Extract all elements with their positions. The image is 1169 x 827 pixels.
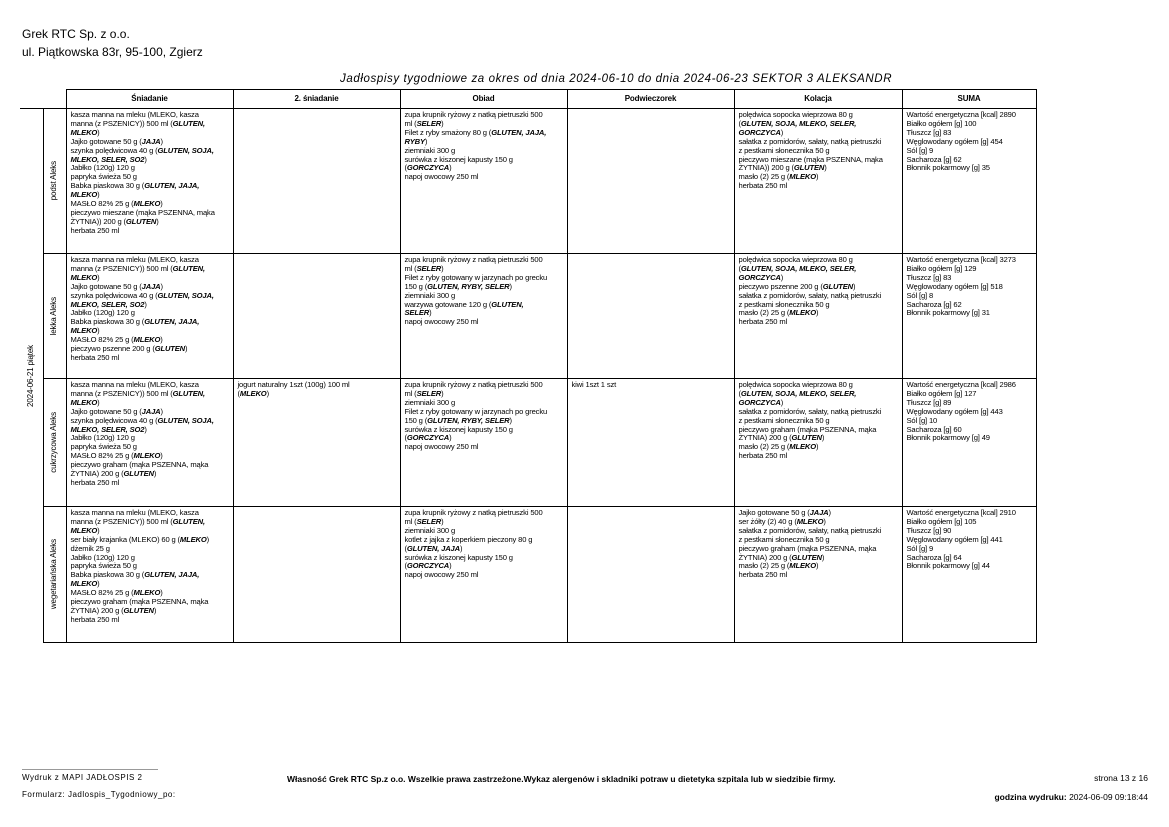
menu-line: ml (SELER) [404, 516, 444, 526]
nutrition-line: Błonnik pokarmowy [g] 35 [906, 163, 990, 173]
menu-line: (MLEKO) [237, 388, 269, 398]
company-name: Grek RTC Sp. z o.o. [22, 27, 130, 41]
print-time [994, 792, 1148, 802]
nutrition-line: Błonnik pokarmowy [g] 49 [906, 433, 990, 443]
menu-line: Jabłko (120g) 120 g [70, 552, 135, 562]
footer-form: Formularz: Jadlospis_Tygodniowy_po: [22, 790, 176, 799]
menu-line: szynka polędwicowa 40 g (GLUTEN, SOJA, [70, 145, 214, 155]
menu-line: herbata 250 ml [70, 225, 120, 235]
meal-cell-drugie-sniadanie [233, 254, 400, 379]
menu-line: manna (z PSZENICY)) 500 ml (GLUTEN, [70, 516, 205, 526]
meal-cell-podwieczorek [567, 507, 734, 643]
menu-line: papryka świeża 50 g [70, 172, 137, 182]
menu-line: sałatka z pomidorów, sałaty, natką pietruszki [738, 525, 882, 535]
menu-line: Jajko gotowane 50 g (JAJA) [738, 508, 831, 517]
nutrition-line: Wartość energetyczna [kcal] 2986 [906, 380, 1016, 389]
menu-line: MLEKO, SELER, SO2) [70, 154, 147, 164]
menu-line: pieczywo mieszane (mąka PSZENNA, mąka [70, 207, 215, 217]
meal-cell-suma [902, 379, 1036, 507]
diet-cell [43, 109, 66, 254]
nutrition-line: Wartość energetyczna [kcal] 2890 [906, 110, 1016, 119]
menu-line: polędwica sopocka wieprzowa 80 g [738, 110, 853, 119]
menu-line: MLEKO) [70, 326, 100, 336]
menu-line: z pestkami słonecznika 50 g [738, 415, 830, 425]
menu-line: Babka piaskowa 30 g (GLUTEN, JAJA, [70, 181, 200, 191]
table-row [20, 109, 1036, 254]
menu-line: MLEKO) [70, 397, 100, 407]
meal-cell-obiad [400, 507, 567, 643]
table-header-row [20, 90, 1036, 109]
column-header-sniadanie: Śniadanie [66, 90, 233, 109]
menu-line: Filet z ryby gotowany w jarzynach po grecku [404, 406, 548, 416]
menu-line: napoj owocowy 250 ml [404, 317, 479, 327]
menu-line: Jajko gotowane 50 g (JAJA) [70, 406, 163, 416]
date-cell [20, 109, 43, 643]
menu-line: MASŁO 82% 25 g (MLEKO) [70, 588, 163, 598]
menu-line: MLEKO, SELER, SO2) [70, 424, 147, 434]
menu-line: GORCZYCA) [738, 127, 784, 137]
menu-line: Jabłko (120g) 120 g [70, 308, 135, 318]
table-row [20, 507, 1036, 643]
menu-line: (GORCZYCA) [404, 433, 452, 443]
nutrition-line: Tłuszcz [g] 89 [906, 397, 952, 407]
menu-line: zupa krupnik ryżowy z natką pietruszki 500 [404, 508, 543, 517]
menu-line: MLEKO) [70, 190, 100, 200]
footer-printout: Wydruk z MAPI JADŁOSPIS 2 [22, 773, 143, 782]
nutrition-line: Tłuszcz [g] 90 [906, 525, 952, 535]
footer-info [22, 769, 176, 803]
diet-cell [43, 254, 66, 379]
menu-line: surówka z kiszonej kapusty 150 g [404, 154, 513, 164]
menu-line: kasza manna na mleku (MLEKO, kasza [70, 508, 199, 517]
menu-line: ŻYTNIA) 200 g (GLUTEN) [738, 552, 825, 562]
menu-line: Babka piaskowa 30 g (GLUTEN, JAJA, [70, 317, 200, 327]
menu-line: (GORCZYCA) [404, 163, 452, 173]
meal-cell-podwieczorek [567, 109, 734, 254]
menu-line: 150 g (GLUTEN, RYBY, SELER) [404, 415, 512, 425]
menu-line: z pestkami słonecznika 50 g [738, 534, 830, 544]
menu-line: 150 g (GLUTEN, RYBY, SELER) [404, 281, 512, 291]
meal-cell-kolacja [734, 379, 902, 507]
menu-line: Jajko gotowane 50 g (JAJA) [70, 281, 163, 291]
menu-line: zupa krupnik ryżowy z natką pietruszki 500 [404, 380, 543, 389]
nutrition-line: Białko ogółem [g] 127 [906, 388, 977, 398]
meal-cell-sniadanie [66, 507, 233, 643]
nutrition-line: Węglowodany ogółem [g] 443 [906, 406, 1003, 416]
diet-label: wegetariańska Aleks [49, 539, 59, 610]
menu-line: napoj owocowy 250 ml [404, 442, 479, 452]
diet-label: podst Aleks [49, 161, 59, 201]
menu-line: GORCZYCA) [738, 272, 784, 282]
document-title: Jadłospisy tygodniowe za okres od dnia 2024-06-10 do dnia 2024-06-23 SEKTOR 3 ALEKSANDR [340, 73, 893, 85]
menu-line: Filet z ryby gotowany w jarzynach po grecku [404, 272, 548, 282]
company-address: ul. Piątkowska 83r, 95-100, Zgierz [22, 45, 203, 59]
menu-line: herbata 250 ml [738, 317, 788, 327]
menu-line: manna (z PSZENICY)) 500 ml (GLUTEN, [70, 388, 205, 398]
menu-line: sałatka z pomidorów, sałaty, natką pietruszki [738, 290, 882, 300]
menu-line: ml (SELER) [404, 118, 444, 128]
menu-line: napoj owocowy 250 ml [404, 570, 479, 580]
nutrition-line: Sól [g] 10 [906, 415, 938, 425]
menu-line: herbata 250 ml [738, 570, 788, 580]
menu-line: dżemik 25 g [70, 543, 110, 553]
menu-line: herbata 250 ml [738, 181, 788, 191]
footer-notice: Własność Grek RTC Sp.z o.o. Wszelkie prawa zastrzeżone.Wykaz alergenów i skladniki potraw u dietetyka szpitala lub w siedzibie firmy. [287, 774, 836, 784]
table-row [20, 254, 1036, 379]
menu-line: ziemniaki 300 g [404, 397, 456, 407]
menu-line: RYBY) [404, 136, 428, 146]
diet-label: lekka Aleks [49, 296, 59, 336]
menu-line: papryka świeża 50 g [70, 561, 137, 571]
menu-line: pieczywo mieszane (mąka PSZENNA, mąka [738, 154, 883, 164]
menu-line: MASŁO 82% 25 g (MLEKO) [70, 451, 163, 461]
menu-line: jogurt naturalny 1szt (100g) 100 ml [237, 380, 350, 389]
menu-line: zupa krupnik ryżowy z natką pietruszki 500 [404, 255, 543, 264]
menu-line: pieczywo graham (mąka PSZENNA, mąka [70, 460, 209, 470]
menu-line: kasza manna na mleku (MLEKO, kasza [70, 110, 199, 119]
meal-cell-kolacja [734, 109, 902, 254]
menu-line: ml (SELER) [404, 388, 444, 398]
nutrition-line: Sacharoza [g] 64 [906, 552, 962, 562]
menu-line: z pestkami słonecznika 50 g [738, 299, 830, 309]
menu-line: kiwi 1szt 1 szt [571, 380, 617, 389]
menu-line: zupa krupnik ryżowy z natką pietruszki 500 [404, 110, 543, 119]
menu-line: sałatka z pomidorów, sałaty, natką pietruszki [738, 406, 882, 416]
nutrition-line: Błonnik pokarmowy [g] 31 [906, 308, 990, 318]
diet-cell [43, 379, 66, 507]
meal-cell-suma [902, 109, 1036, 254]
nutrition-line: Tłuszcz [g] 83 [906, 127, 952, 137]
menu-line: polędwica sopocka wieprzowa 80 g [738, 255, 853, 264]
meal-cell-kolacja [734, 507, 902, 643]
meal-cell-suma [902, 254, 1036, 379]
menu-line: sałatka z pomidorów, sałaty, natką pietruszki [738, 136, 882, 146]
print-time-label: godzina wydruku: [994, 792, 1067, 802]
meal-cell-obiad [400, 109, 567, 254]
menu-line: MLEKO) [70, 272, 100, 282]
menu-line: ml (SELER) [404, 263, 444, 273]
menu-line: ser biały krajanka (MLEKO) 60 g (MLEKO) [70, 534, 209, 544]
menu-line: SELER) [404, 308, 432, 318]
menu-line: warzywa gotowane 120 g (GLUTEN, [404, 299, 524, 309]
meal-cell-drugie-sniadanie [233, 379, 400, 507]
menu-line: surówka z kiszonej kapusty 150 g [404, 552, 513, 562]
meal-cell-sniadanie [66, 379, 233, 507]
menu-line: kotlet z jajka z koperkiem pieczony 80 g [404, 534, 533, 544]
menu-line: Jajko gotowane 50 g (JAJA) [70, 136, 163, 146]
meal-cell-sniadanie [66, 254, 233, 379]
meal-cell-suma [902, 507, 1036, 643]
menu-line: ser żółty (2) 40 g (MLEKO) [738, 516, 826, 526]
menu-line: napoj owocowy 250 ml [404, 172, 479, 182]
menu-line: pieczywo pszenne 200 g (GLUTEN) [70, 344, 188, 354]
nutrition-line: Sacharoza [g] 62 [906, 154, 962, 164]
table-row [20, 379, 1036, 507]
column-header-suma: SUMA [902, 90, 1036, 109]
date-label: 2024-06-21 piątek [25, 344, 35, 407]
menu-line: Jabłko (120g) 120 g [70, 433, 135, 443]
menu-line: (GLUTEN, JAJA) [404, 543, 463, 553]
meal-cell-drugie-sniadanie [233, 109, 400, 254]
column-header-podwieczorek: Podwieczorek [567, 90, 734, 109]
menu-line: pieczywo graham (mąka PSZENNA, mąka [738, 424, 877, 434]
menu-line: ŻYTNIA) 200 g (GLUTEN) [70, 469, 157, 479]
menu-line: masło (2) 25 g (MLEKO) [738, 308, 819, 318]
menu-line: polędwica sopocka wieprzowa 80 g [738, 380, 853, 389]
nutrition-line: Węglowodany ogółem [g] 441 [906, 534, 1003, 544]
menu-line: manna (z PSZENICY)) 500 ml (GLUTEN, [70, 263, 205, 273]
nutrition-line: Białko ogółem [g] 105 [906, 516, 977, 526]
nutrition-line: Sól [g] 8 [906, 290, 934, 300]
nutrition-line: Białko ogółem [g] 129 [906, 263, 977, 273]
nutrition-line: Sacharoza [g] 62 [906, 299, 962, 309]
menu-line: MLEKO) [70, 127, 100, 137]
nutrition-line: Wartość energetyczna [kcal] 3273 [906, 255, 1016, 264]
menu-line: ŻYTNIA)) 200 g (GLUTEN) [70, 216, 159, 226]
diet-cell [43, 507, 66, 643]
column-header-drugie-sniadanie: 2. śniadanie [233, 90, 400, 109]
menu-line: herbata 250 ml [70, 614, 120, 624]
nutrition-line: Węglowodany ogółem [g] 454 [906, 136, 1003, 146]
menu-line: ŻYTNIA) 200 g (GLUTEN) [738, 433, 825, 443]
menu-line: z pestkami słonecznika 50 g [738, 145, 830, 155]
menu-line: MLEKO) [70, 525, 100, 535]
menu-line: MLEKO) [70, 579, 100, 589]
meal-cell-sniadanie [66, 109, 233, 254]
menu-line: Jabłko (120g) 120 g [70, 163, 135, 173]
meal-cell-podwieczorek [567, 254, 734, 379]
menu-line: (GLUTEN, SOJA, MLEKO, SELER, [738, 263, 857, 273]
nutrition-line: Tłuszcz [g] 83 [906, 272, 952, 282]
menu-line: MASŁO 82% 25 g (MLEKO) [70, 199, 163, 209]
menu-line: Filet z ryby smażony 80 g (GLUTEN, JAJA, [404, 127, 547, 137]
nutrition-line: Sacharoza [g] 60 [906, 424, 962, 434]
menu-line: herbata 250 ml [738, 451, 788, 461]
menu-line: masło (2) 25 g (MLEKO) [738, 442, 819, 452]
nutrition-line: Błonnik pokarmowy [g] 44 [906, 561, 990, 571]
menu-line: herbata 250 ml [70, 477, 120, 487]
menu-line: (GORCZYCA) [404, 561, 452, 571]
menu-line: kasza manna na mleku (MLEKO, kasza [70, 255, 199, 264]
menu-line: papryka świeża 50 g [70, 442, 137, 452]
meal-cell-obiad [400, 254, 567, 379]
menu-line: szynka polędwicowa 40 g (GLUTEN, SOJA, [70, 290, 214, 300]
meal-plan-table [20, 89, 1037, 643]
menu-line: ziemniaki 300 g [404, 290, 456, 300]
menu-line: manna (z PSZENICY)) 500 ml (GLUTEN, [70, 118, 205, 128]
nutrition-line: Wartość energetyczna [kcal] 2910 [906, 508, 1016, 517]
menu-line: masło (2) 25 g (MLEKO) [738, 172, 819, 182]
nutrition-line: Sól [g] 9 [906, 543, 934, 553]
menu-line: herbata 250 ml [70, 352, 120, 362]
nutrition-line: Białko ogółem [g] 100 [906, 118, 977, 128]
column-header-kolacja: Kolacja [734, 90, 902, 109]
menu-line: ziemniaki 300 g [404, 525, 456, 535]
company-header [22, 25, 203, 61]
menu-line: ŻYTNIA)) 200 g (GLUTEN) [738, 163, 827, 173]
menu-line: (GLUTEN, SOJA, MLEKO, SELER, [738, 388, 857, 398]
menu-line: kasza manna na mleku (MLEKO, kasza [70, 380, 199, 389]
meal-cell-podwieczorek [567, 379, 734, 507]
print-time-value: 2024-06-09 09:18:44 [1069, 792, 1148, 802]
menu-line: surówka z kiszonej kapusty 150 g [404, 424, 513, 434]
page-number: strona 13 z 16 [1094, 773, 1148, 783]
menu-line: Babka piaskowa 30 g (GLUTEN, JAJA, [70, 570, 200, 580]
diet-label: cukrzycowa Aleks [49, 412, 59, 473]
menu-line: GORCZYCA) [738, 397, 784, 407]
menu-line: ŻYTNIA) 200 g (GLUTEN) [70, 605, 157, 615]
menu-line: masło (2) 25 g (MLEKO) [738, 561, 819, 571]
menu-line: (GLUTEN, SOJA, MLEKO, SELER, [738, 118, 857, 128]
menu-line: pieczywo graham (mąka PSZENNA, mąka [738, 543, 877, 553]
menu-line: MLEKO, SELER, SO2) [70, 299, 147, 309]
meal-cell-drugie-sniadanie [233, 507, 400, 643]
meal-cell-kolacja [734, 254, 902, 379]
menu-line: MASŁO 82% 25 g (MLEKO) [70, 335, 163, 345]
menu-line: pieczywo graham (mąka PSZENNA, mąka [70, 597, 209, 607]
meal-cell-obiad [400, 379, 567, 507]
nutrition-line: Węglowodany ogółem [g] 518 [906, 281, 1003, 291]
menu-line: pieczywo pszenne 200 g (GLUTEN) [738, 281, 856, 291]
menu-line: ziemniaki 300 g [404, 145, 456, 155]
menu-line: szynka polędwicowa 40 g (GLUTEN, SOJA, [70, 415, 214, 425]
nutrition-line: Sól [g] 9 [906, 145, 934, 155]
column-header-obiad: Obiad [400, 90, 567, 109]
